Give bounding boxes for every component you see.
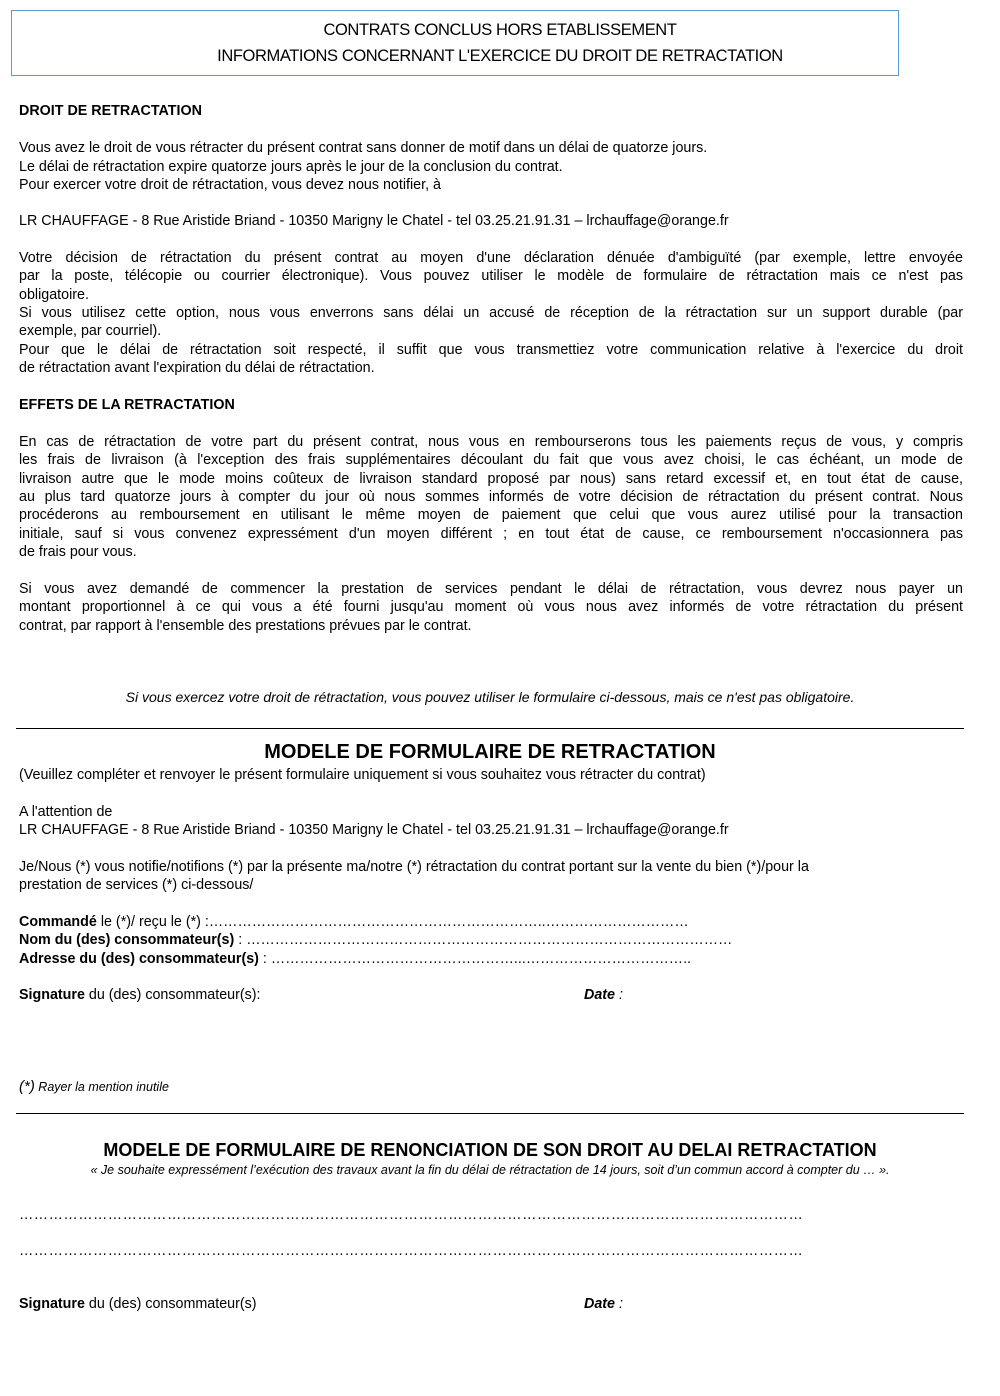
form-date-colon: :: [615, 987, 623, 1003]
mention-inutile: [19, 1078, 169, 1095]
field-adresse-dots: : ……………………………………………...……………………………..: [258, 951, 692, 967]
renonciation-dots-line1[interactable]: ……………………………………………………………………………………………………………………………………………: [19, 1207, 804, 1223]
effets-line3: livraison autre que le mode moins coûteux de livraison standard proposé par nous) sans retard excessif et, en tout état de cause,: [19, 471, 963, 487]
effets-line6: initiale, sauf si vous convenez expressément d'un moyen différent ; en tout état de cause, ce remboursement n'occasionnera pas: [19, 526, 963, 542]
divider-line-2: [16, 1113, 964, 1114]
droit-p2-line2: par la poste, télécopie ou courrier électronique). Vous pouvez utiliser le modèle de formulaire de rétractation mais ce n'est pas: [19, 268, 963, 284]
field-adresse-label: Adresse du (des) consommateur(s): [19, 951, 259, 967]
renonciation-quote: « Je souhaite expressément l’exécution des travaux avant la fin du délai de rétractation de 14 jours, soit d’un commun accord à compter du … ».: [90, 1163, 890, 1177]
effets-prestation-line2: montant proportionnel à ce qui vous a été fourni jusqu'au moment où vous nous avez informés de votre rétractation du présent: [19, 599, 963, 615]
field-adresse[interactable]: [19, 950, 963, 968]
effets-line5: procéderons au remboursement en utilisant le même moyen de paiement que celui que vous aurez utilisé pour la transaction: [19, 507, 963, 523]
form-signature[interactable]: [19, 986, 419, 1004]
effets-prestation-line3: contrat, par rapport à l'ensemble des prestations prévues par le contrat.: [19, 618, 472, 634]
renonciation-signature-label: Signature: [19, 1296, 85, 1312]
droit-p1-line2: Le délai de rétractation expire quatorze jours après le jour de la conclusion du contrat.: [19, 159, 563, 175]
form-signature-rest: du (des) consommateur(s):: [84, 987, 261, 1003]
droit-p2-line4: Si vous utilisez cette option, nous vous enverrons sans délai un accusé de réception de la rétractation sur un support durable (par: [19, 305, 963, 321]
form-attention: A l'attention de: [19, 804, 113, 820]
effets-line7: de frais pour vous.: [19, 544, 137, 560]
mention-text: Rayer la mention inutile: [34, 1080, 169, 1094]
effets-line1: En cas de rétractation de votre part du présent contrat, nous vous en rembourserons tous les paiements reçus de vous, y compris: [19, 434, 963, 450]
renonciation-date[interactable]: [584, 1295, 623, 1313]
droit-heading: DROIT DE RETRACTATION: [19, 103, 202, 119]
mention-star: (*): [19, 1078, 35, 1095]
form-title: MODELE DE FORMULAIRE DE RETRACTATION: [264, 741, 716, 763]
effets-line4: au plus tard quatorze jours à compter du jour où nous sommes informés de votre décision de rétractation du présent contrat. Nous: [19, 489, 963, 505]
field-commande-dots: le (*)/ reçu le (*) :……………………………………………………………..…………………………: [96, 914, 689, 930]
droit-p2-line5: exemple, par courriel).: [19, 323, 162, 339]
droit-company-address: LR CHAUFFAGE - 8 Rue Aristide Briand - 10350 Marigny le Chatel - tel 03.25.21.91.31 – lrchauffage@orange.fr: [19, 213, 729, 229]
form-signature-label: Signature: [19, 987, 85, 1003]
header-box: [11, 10, 899, 76]
renonciation-date-label: Date: [584, 1296, 615, 1312]
effets-line2: les frais de livraison (à l'exception des frais supplémentaires découlant du fait que vous avez choisi, le cas échéant, un mode de: [19, 452, 963, 468]
renonciation-title: MODELE DE FORMULAIRE DE RENONCIATION DE SON DROIT AU DELAI RETRACTATION: [103, 1140, 877, 1160]
droit-p2-line7: de rétractation avant l'expiration du délai de rétractation.: [19, 360, 375, 376]
field-nom-dots: : …………………………………………………………………………………………: [234, 932, 733, 948]
form-date[interactable]: [584, 986, 623, 1004]
field-nom-label: Nom du (des) consommateur(s): [19, 932, 235, 948]
field-nom[interactable]: [19, 931, 963, 949]
form-notify-line2: prestation de services (*) ci-dessous/: [19, 877, 254, 893]
form-company-address: LR CHAUFFAGE - 8 Rue Aristide Briand - 10350 Marigny le Chatel - tel 03.25.21.91.31 – lrchauffage@orange.fr: [19, 822, 729, 838]
header-title-line2: INFORMATIONS CONCERNANT L'EXERCICE DU DROIT DE RETRACTATION: [217, 47, 783, 65]
droit-p1-line1: Vous avez le droit de vous rétracter du présent contrat sans donner de motif dans un délai de quatorze jours.: [19, 140, 708, 156]
form-date-label: Date: [584, 987, 615, 1003]
droit-p2-line3: obligatoire.: [19, 287, 89, 303]
field-commande[interactable]: [19, 913, 963, 931]
divider-line: [16, 728, 964, 729]
form-optional-notice: Si vous exercez votre droit de rétractation, vous pouvez utiliser le formulaire ci-dessous, mais ce n'est pas obligatoire.: [125, 689, 855, 705]
form-subtitle: (Veuillez compléter et renvoyer le présent formulaire uniquement si vous souhaitez vous rétracter du contrat): [19, 767, 706, 783]
renonciation-signature[interactable]: [19, 1295, 419, 1313]
renonciation-signature-rest: du (des) consommateur(s): [84, 1296, 257, 1312]
renonciation-date-colon: :: [615, 1296, 623, 1312]
renonciation-dots-line2[interactable]: ……………………………………………………………………………………………………………………………………………: [19, 1243, 804, 1259]
effets-prestation-line1: Si vous avez demandé de commencer la prestation de services pendant le délai de rétractation, vous devrez nous payer un: [19, 581, 963, 597]
header-title-line1: CONTRATS CONCLUS HORS ETABLISSEMENT: [323, 21, 677, 39]
field-commande-label: Commandé: [19, 914, 97, 930]
droit-p1-line3: Pour exercer votre droit de rétractation, vous devez nous notifier, à: [19, 177, 441, 193]
form-notify-line1: Je/Nous (*) vous notifie/notifions (*) par la présente ma/notre (*) rétractation du contrat portant sur la vente du bien (*)/pour la: [19, 859, 809, 875]
droit-p2-line6: Pour que le délai de rétractation soit respecté, il suffit que vous transmettiez votre communication relative à l'exercice du droit: [19, 342, 963, 358]
droit-p2-line1: Votre décision de rétractation du présent contrat au moyen d'une déclaration dénuée d'ambiguïté (par exemple, lettre envoyée: [19, 250, 963, 266]
effets-heading: EFFETS DE LA RETRACTATION: [19, 397, 235, 413]
